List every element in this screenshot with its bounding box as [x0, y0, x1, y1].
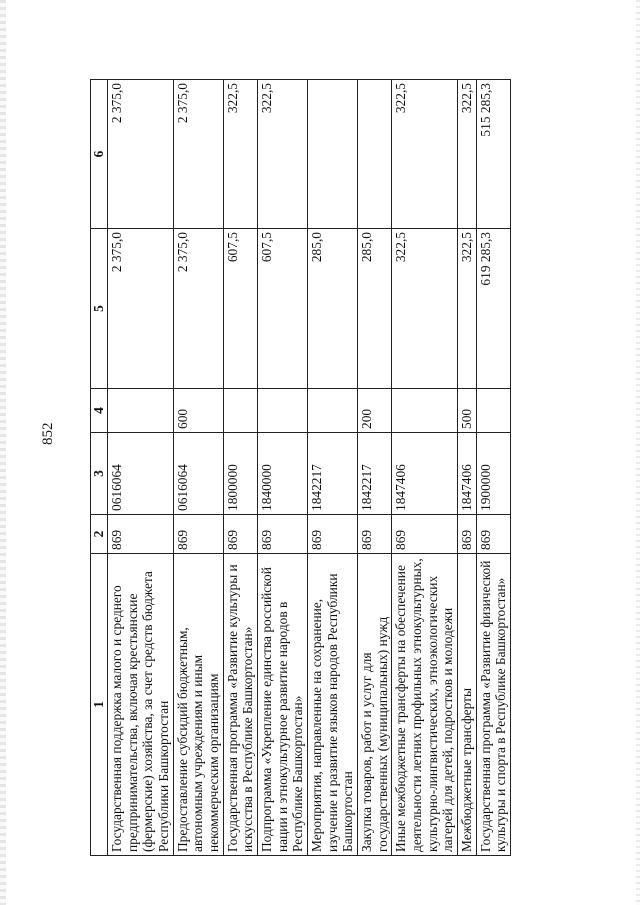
row-expense-type: [223, 389, 257, 433]
row-name: Государственная программа «Развитие культуры и искусства в Республике Башкортостан»: [223, 554, 257, 856]
row-amount-col6: 322,5: [392, 80, 458, 229]
row-name: Закупка товаров, работ и услуг для государственных (муниципальных) нужд: [358, 554, 392, 856]
table-row: [258, 80, 308, 856]
row-target-code: 1847406: [458, 433, 477, 515]
row-expense-type: [308, 389, 358, 433]
row-name: Подпрограмма «Укрепление единства российской нации и этнокультурное развитие народов в Республике Башкортостан»: [258, 554, 308, 856]
row-expense-type: [258, 389, 308, 433]
table-row: [308, 80, 358, 856]
row-target-code: 1900000: [476, 433, 510, 515]
row-amount-col5: 322,5: [392, 229, 458, 389]
row-name: Межбюджетные трансферты: [458, 554, 477, 856]
row-amount-col6: 322,5: [258, 80, 308, 229]
row-name: Предоставление субсидий бюджетным, автономным учреждениям и иным некоммерческим организациям: [173, 554, 223, 856]
row-ministry-code: 869: [308, 515, 358, 554]
row-ministry-code: 869: [223, 515, 257, 554]
row-name: Государственная поддержка малого и среднего предпринимательства, включая крестьянские (фермерские) хозяйства, за счет средств бюджета Республики Башкортостан: [108, 554, 174, 856]
budget-table-container: [90, 80, 555, 856]
row-amount-col5: 2 375,0: [108, 229, 174, 389]
table-header-row: [91, 80, 108, 856]
row-ministry-code: 869: [476, 515, 510, 554]
row-amount-col6: 322,5: [458, 80, 477, 229]
row-expense-type: 600: [173, 389, 223, 433]
header-col-3: 3: [91, 433, 108, 515]
row-expense-type: 500: [458, 389, 477, 433]
header-col-5: 5: [91, 229, 108, 389]
header-col-6: 6: [91, 80, 108, 229]
row-target-code: 1842217: [358, 433, 392, 515]
row-target-code: 1842217: [308, 433, 358, 515]
row-amount-col5: 2 375,0: [173, 229, 223, 389]
budget-table: [90, 79, 511, 856]
row-name: Мероприятия, направленные на сохранение, изучение и развитие языков народов Республики Башкортостан: [308, 554, 358, 856]
row-amount-col5: 607,5: [258, 229, 308, 389]
row-ministry-code: 869: [392, 515, 458, 554]
table-row: [358, 80, 392, 856]
row-ministry-code: 869: [358, 515, 392, 554]
row-amount-col5: 285,0: [308, 229, 358, 389]
row-expense-type: [476, 389, 510, 433]
table-row: [458, 80, 477, 856]
table-row: [223, 80, 257, 856]
row-amount-col5: 619 285,3: [476, 229, 510, 389]
row-amount-col6: [308, 80, 358, 229]
row-amount-col6: 2 375,0: [173, 80, 223, 229]
page-number: 852: [40, 422, 56, 445]
table-row: [173, 80, 223, 856]
row-amount-col5: 322,5: [458, 229, 477, 389]
row-amount-col6: 515 285,3: [476, 80, 510, 229]
row-target-code: 1847406: [392, 433, 458, 515]
header-col-2: 2: [91, 515, 108, 554]
row-ministry-code: 869: [458, 515, 477, 554]
scan-edge-left: [0, 0, 6, 905]
row-target-code: 1800000: [223, 433, 257, 515]
row-amount-col6: 2 375,0: [108, 80, 174, 229]
row-ministry-code: 869: [108, 515, 174, 554]
row-target-code: 0616064: [173, 433, 223, 515]
header-col-4: 4: [91, 389, 108, 433]
row-name: Иные межбюджетные трансферты на обеспечение деятельности летних профильных этнокультурных, культурно-лингвистических, этноэкологических лагерей для детей, подростков и молодежи: [392, 554, 458, 856]
row-ministry-code: 869: [173, 515, 223, 554]
row-name: Государственная программа «Развитие физической культуры и спорта в Республике Башкортостан»: [476, 554, 510, 856]
row-target-code: 1840000: [258, 433, 308, 515]
table-row: [392, 80, 458, 856]
row-ministry-code: 869: [258, 515, 308, 554]
row-amount-col5: 285,0: [358, 229, 392, 389]
table-row: [476, 80, 510, 856]
row-expense-type: 200: [358, 389, 392, 433]
header-col-1: 1: [91, 554, 108, 856]
row-amount-col6: 322,5: [223, 80, 257, 229]
row-target-code: 0616064: [108, 433, 174, 515]
table-row: [108, 80, 174, 856]
scan-edge-right: [636, 0, 640, 905]
row-expense-type: [108, 389, 174, 433]
row-amount-col5: 607,5: [223, 229, 257, 389]
row-expense-type: [392, 389, 458, 433]
row-amount-col6: [358, 80, 392, 229]
